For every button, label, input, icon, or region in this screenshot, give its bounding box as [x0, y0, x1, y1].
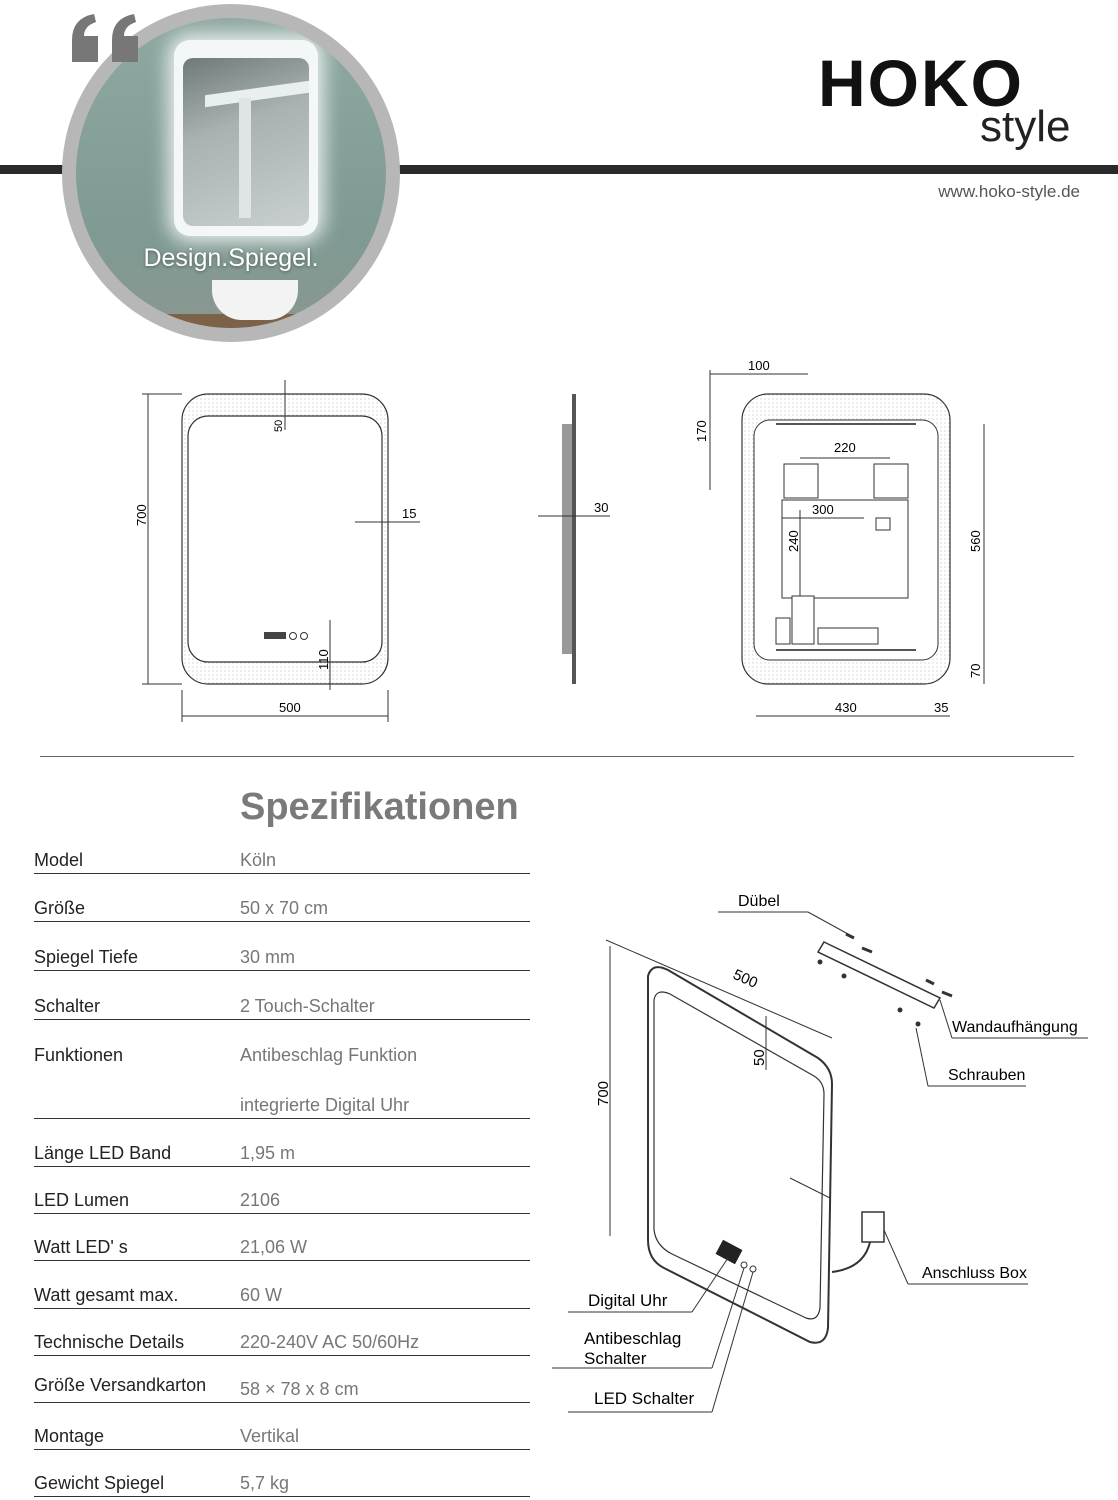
spec-row: Größe 50 x 70 cm [34, 896, 530, 922]
label-screws: Schrauben [948, 1067, 1026, 1084]
dim-back-plate-height: 240 [786, 530, 801, 552]
dim-front-border: 15 [402, 506, 417, 521]
side-view [538, 394, 610, 684]
label-led-switch: LED Schalter [594, 1389, 695, 1408]
spec-row: Model Köln [34, 848, 530, 874]
front-view [134, 380, 420, 722]
dim-back-offset-top: 170 [694, 420, 709, 442]
spec-row: Länge LED Band 1,95 m [34, 1136, 530, 1167]
spec-row: Montage Vertikal [34, 1421, 530, 1450]
dim-back-inner-height: 560 [968, 530, 983, 552]
spec-row: Watt LED' s 21,06 W [34, 1233, 530, 1261]
spec-row: Watt gesamt max. 60 W [34, 1282, 530, 1309]
dim-back-inner-width: 430 [835, 700, 857, 715]
technical-drawing [0, 350, 1118, 740]
section-divider [40, 756, 1074, 757]
spec-row: Spiegel Tiefe 30 mm [34, 945, 530, 971]
dim-side-depth: 30 [594, 500, 609, 515]
label-wall-mount: Wandaufhängung [952, 1019, 1078, 1036]
label-clock: Digital Uhr [588, 1291, 668, 1310]
spec-row: Technische Details 220-240V AC 50/60Hz [34, 1327, 530, 1356]
badge-caption: Design.Spiegel. [143, 244, 319, 272]
back-view [694, 358, 984, 716]
spec-row: Funktionen Antibeschlag Funktion integrierte Digital Uhr [34, 1042, 530, 1119]
label-antifog-1: Antibeschlag [584, 1329, 682, 1348]
spec-row: Größe Versandkarton 58 × 78 x 8 cm [34, 1373, 530, 1403]
dim-back-offset-left: 100 [748, 358, 770, 373]
label-junction-box: Anschluss Box [922, 1265, 1027, 1282]
website-link[interactable]: www.hoko-style.de [938, 182, 1080, 201]
spec-title: Spezifikationen [240, 786, 519, 828]
label-dowel: Dübel [738, 893, 780, 910]
spec-row: Gewicht Spiegel 5,7 kg [34, 1468, 530, 1497]
dim-back-plate-width: 300 [812, 502, 834, 517]
junction-box [832, 1212, 884, 1272]
spec-row: LED Lumen 2106 [34, 1184, 530, 1214]
brand-logo: HOKO [818, 46, 1024, 120]
installation-drawing [548, 880, 1108, 1420]
install-top: 50 [751, 1049, 768, 1066]
dim-front-bottom: 110 [316, 649, 331, 670]
wall-bracket [818, 934, 953, 1027]
mirror-photo [174, 40, 318, 236]
dim-back-bottom: 70 [968, 663, 983, 678]
dim-front-width: 500 [279, 700, 301, 715]
dim-front-height: 700 [134, 504, 149, 526]
dim-back-bracket-gap: 220 [834, 440, 856, 455]
dim-front-top: 50 [273, 419, 285, 432]
mirror-perspective [648, 967, 832, 1343]
install-width: 500 [730, 966, 761, 992]
install-height: 700 [595, 1080, 612, 1106]
spec-row: Schalter 2 Touch-Schalter [34, 994, 530, 1020]
quote-icon [68, 0, 148, 70]
label-antifog-2: Schalter [584, 1349, 647, 1368]
dim-back-edge: 35 [934, 700, 949, 715]
brand-logo-sub: style [980, 102, 1071, 151]
